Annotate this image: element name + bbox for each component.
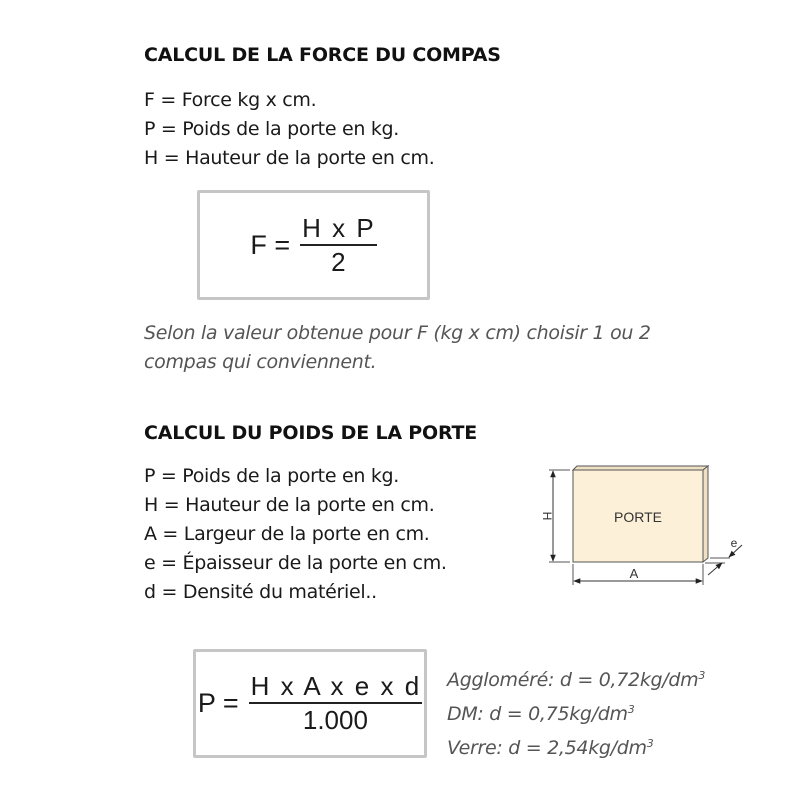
height-label: H [540, 511, 554, 521]
definition-f: F = Force kg x cm. [144, 89, 317, 111]
density-verre [447, 729, 705, 763]
definition-p: P = Poids de la porte en kg. [144, 465, 400, 487]
weight-formula-box [193, 649, 427, 758]
force-formula-fraction [300, 213, 377, 278]
width-label: A [629, 566, 639, 581]
door-top-edge [573, 466, 708, 470]
weight-formula-numerator: H x A x e x d [249, 671, 423, 704]
density-dm [447, 695, 705, 729]
thickness-label: e [730, 536, 738, 550]
section-weight-title: CALCUL DU POIDS DE LA PORTE [144, 422, 478, 444]
force-formula-lhs: F = [250, 229, 291, 260]
weight-formula-denominator: 1.000 [302, 705, 368, 735]
density-dm-text: DM: d = 0,75kg/dm [447, 703, 628, 725]
door-label: PORTE [614, 509, 662, 525]
definition-p: P = Poids de la porte en kg. [144, 118, 400, 140]
definition-a: A = Largeur de la porte en cm. [144, 523, 430, 545]
weight-formula-lhs: P = [197, 688, 239, 718]
force-note-line2: compas qui conviennent. [144, 351, 377, 373]
definition-e: e = Épaisseur de la porte en cm. [144, 552, 447, 574]
force-definitions [144, 86, 434, 173]
weight-formula-fraction [249, 671, 423, 736]
definition-h: H = Hauteur de la porte en cm. [144, 494, 435, 516]
door-diagram [530, 455, 760, 595]
density-agglomere-exponent: 3 [698, 669, 706, 682]
force-formula-denominator: 2 [331, 246, 346, 277]
density-agglomere [447, 661, 705, 695]
door-side-edge [703, 466, 708, 562]
force-formula-box [197, 190, 430, 300]
density-verre-exponent: 3 [646, 737, 654, 750]
density-dm-exponent: 3 [627, 703, 635, 716]
section-force-title: CALCUL DE LA FORCE DU COMPAS [144, 44, 501, 66]
force-formula-numerator: H x P [300, 213, 377, 246]
weight-definitions [144, 462, 447, 607]
density-verre-text: Verre: d = 2,54kg/dm [447, 737, 647, 759]
force-note [144, 319, 651, 377]
definition-h: H = Hauteur de la porte en cm. [144, 147, 435, 169]
density-agglomere-text: Aggloméré: d = 0,72kg/dm [447, 669, 699, 691]
force-note-line1: Selon la valeur obtenue pour F (kg x cm) choisir 1 ou 2 [144, 322, 651, 344]
definition-d: d = Densité du matériel.. [144, 581, 377, 603]
density-list [447, 661, 705, 763]
e-arrow-lower [708, 563, 722, 575]
